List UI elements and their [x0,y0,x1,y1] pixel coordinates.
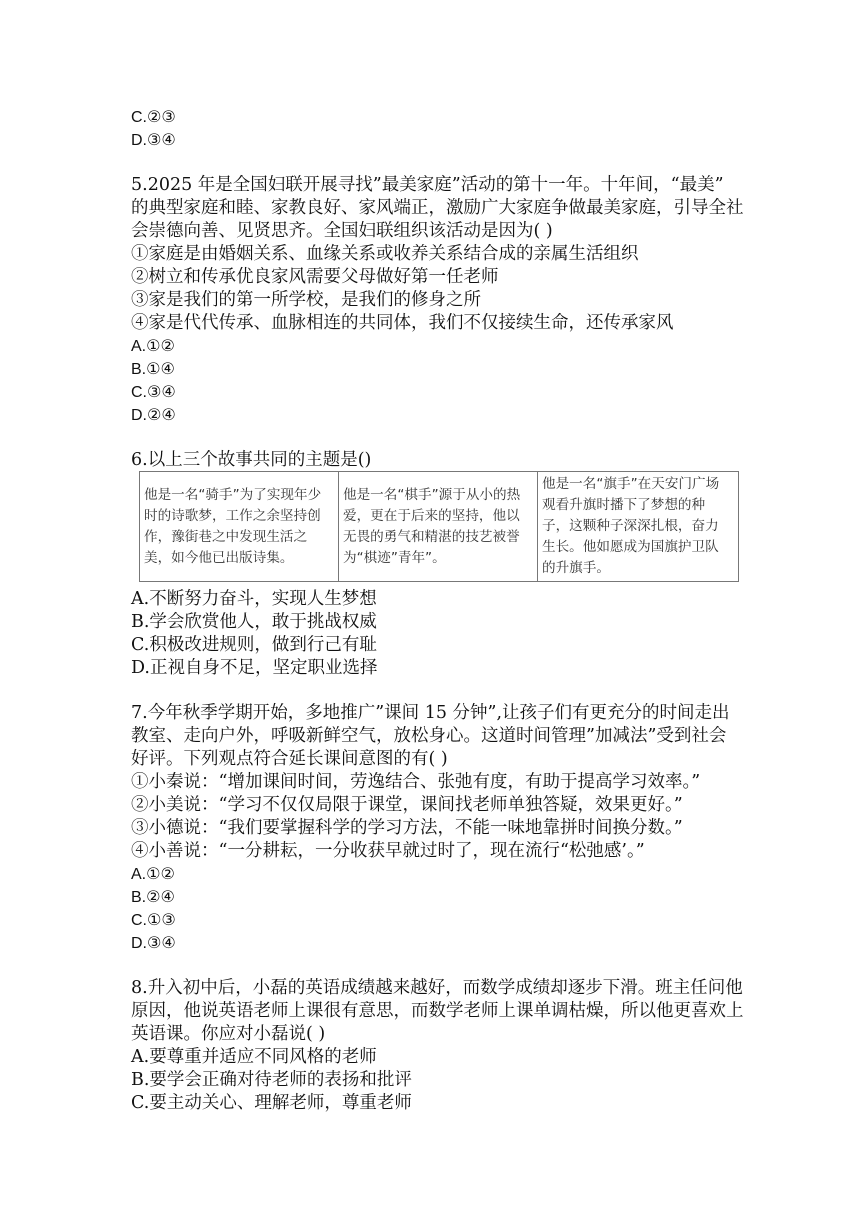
q6-stories-table [139,471,739,582]
story-flag-line: 观看升旗时播下了梦想的种 [542,497,706,513]
story-flag-line: 生长。他如愿成为国旗护卫队 [542,539,719,555]
story-flag-line: 的升旗手。 [542,560,610,576]
q5-option-b: B.①④ [131,361,175,378]
q7-stem-line-3: 好评。下列观点符合延长课间意图的有( ) [131,749,448,769]
q7-statement-3: ③小德说：“我们要掌握科学的学习方法，不能一味地靠拼时间换分数。” [131,818,683,838]
q5-option-d: D.②④ [131,407,176,424]
q5-statement-4: ④家是代代传承、血脉相连的共同体，我们不仅接续生命，还传承家风 [131,313,674,333]
q7-option-b: B.②④ [131,889,175,906]
q7-stem-line-1: 7.今年秋季学期开始，多地推广”课间 15 分钟”,让孩子们有更充分的时间走出 [131,703,730,723]
q6-option-d: D.正视自身不足，坚定职业选择 [131,658,378,678]
prev-option-c: C.②③ [131,109,176,126]
story-chess-line: 无畏的勇气和精湛的技艺被誉 [343,529,520,545]
q8-stem-line-1: 8.升入初中后，小磊的英语成绩越来越好，而数学成绩却逐步下滑。班主任问他 [131,978,743,998]
q8-option-c: C.要主动关心、理解老师，尊重老师 [131,1093,412,1113]
q6-option-c: C.积极改进规则，做到行己有耻 [131,635,377,655]
q5-statement-1: ①家庭是由婚姻关系、血缘关系或收养关系结合成的亲属生活组织 [131,244,639,264]
q5-stem-line-3: 会崇德向善、见贤思齐。全国妇联组织该活动是因为( ) [131,221,553,241]
q6-stem: 6.以上三个故事共同的主题是() [131,450,372,470]
story-rider-line: 时的诗歌梦，工作之余坚持创 [144,508,321,524]
q8-stem-line-3: 英语课。你应对小磊说( ) [131,1024,326,1044]
q6-option-a: A.不断努力奋斗，实现人生梦想 [131,589,377,609]
story-flag-line: 他是一名“旗手”在天安门广场 [542,476,720,492]
story-chess-player [339,472,538,582]
q5-statement-2: ②树立和传承优良家风需要父母做好第一任老师 [131,267,499,287]
q5-stem-line-1: 5.2025 年是全国妇联开展寻找”最美家庭”活动的第十一年。十年间，“最美” [131,175,724,195]
story-rider-line: 美，如今他已出版诗集。 [144,550,294,566]
q7-option-c: C.①③ [131,912,176,929]
story-flag-bearer [538,472,739,582]
q8-stem-line-2: 原因，他说英语老师上课很有意思，而数学老师上课单调枯燥，所以他更喜欢上 [131,1001,744,1021]
story-rider-line: 作，豫街巷之中发现生活之 [144,529,308,545]
q8-option-b: B.要学会正确对待老师的表扬和批评 [131,1070,412,1090]
story-chess-line: 爱，更在于后来的坚持，他以 [343,508,520,524]
story-chess-line: 他是一名“棋手”源于从小的热 [343,487,521,503]
story-rider-line: 他是一名“骑手”为了实现年少 [144,487,322,503]
story-rider [140,472,339,582]
q5-option-c: C.③④ [131,384,176,401]
story-flag-line: 子，这颗种子深深扎根，奋力 [542,518,719,534]
q7-option-a: A.①② [131,866,175,883]
q7-stem-line-2: 教室、走向户外，呼吸新鲜空气，放松身心。这道时间管理”加减法”受到社会 [131,726,727,746]
story-chess-line: 为“棋迹”青年”。 [343,550,446,566]
q7-statement-1: ①小秦说：“增加课间时间，劳逸结合、张弛有度，有助于提高学习效率。” [131,772,701,792]
prev-option-d: D.③④ [131,132,176,149]
q7-statement-4: ④小善说：“一分耕耘，一分收获早就过时了，现在流行“松弛感’。” [131,841,645,861]
q7-option-d: D.③④ [131,935,176,952]
q7-statement-2: ②小美说：“学习不仅仅局限于课堂，课间找老师单独答疑，效果更好。” [131,795,683,815]
q5-option-a: A.①② [131,338,175,355]
q5-stem-line-2: 的典型家庭和睦、家教良好、家风端正，激励广大家庭争做最美家庭，引导全社 [131,198,744,218]
q5-statement-3: ③家是我们的第一所学校，是我们的修身之所 [131,290,481,310]
q6-option-b: B.学会欣赏他人，敢于挑战权威 [131,612,377,632]
q8-option-a: A.要尊重并适应不同风格的老师 [131,1047,377,1067]
